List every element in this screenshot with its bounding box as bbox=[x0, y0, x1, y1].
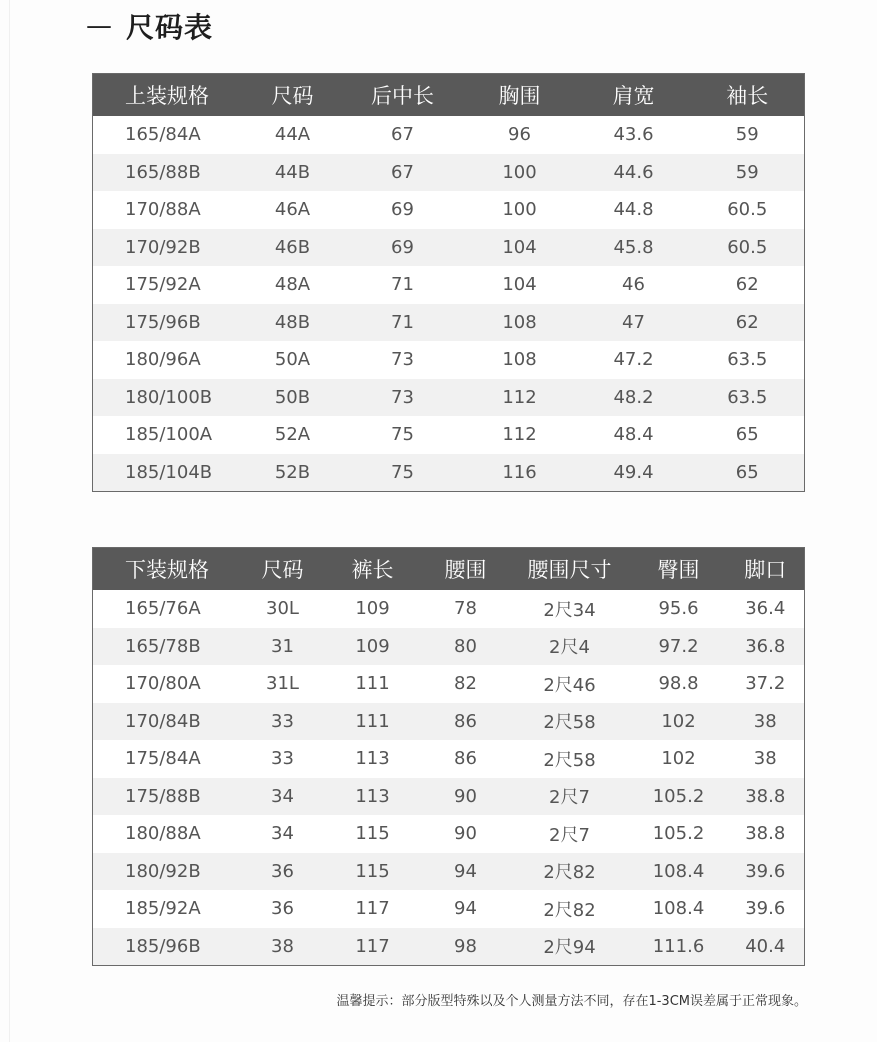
table-cell: 111 bbox=[323, 703, 423, 741]
table-cell: 117 bbox=[355, 898, 390, 920]
table-cell: 108 bbox=[463, 304, 577, 342]
table-cell: 104 bbox=[463, 229, 577, 267]
table-cell: 185/104B bbox=[93, 454, 243, 492]
table-cell: 75 bbox=[391, 424, 414, 446]
table-cell: 95.6 bbox=[658, 598, 699, 620]
table-cell: 45.8 bbox=[577, 229, 691, 267]
table-cell: 97.2 bbox=[631, 628, 727, 666]
bottom-header-cell: 下装规格 bbox=[93, 548, 243, 591]
table-cell: 75 bbox=[343, 454, 463, 492]
bottom-header-cell: 腰围 bbox=[423, 548, 509, 591]
table-cell: 180/88A bbox=[125, 823, 201, 845]
table-cell: 34 bbox=[243, 778, 323, 816]
table-cell: 2尺94 bbox=[509, 928, 631, 966]
table-cell: 43.6 bbox=[613, 124, 654, 146]
table-cell: 165/84A bbox=[125, 124, 201, 146]
table-cell: 112 bbox=[463, 379, 577, 417]
table-cell: 116 bbox=[463, 454, 577, 492]
table-cell: 175/88B bbox=[93, 778, 243, 816]
top-header-cell: 肩宽 bbox=[577, 74, 691, 117]
table-cell: 31 bbox=[243, 628, 323, 666]
top-table-row bbox=[93, 266, 805, 304]
table-cell: 39.6 bbox=[727, 853, 805, 891]
table-cell: 102 bbox=[661, 748, 696, 770]
table-cell: 60.5 bbox=[727, 199, 768, 221]
bottom-header-cell: 臀围 bbox=[631, 548, 727, 591]
table-cell: 44B bbox=[243, 154, 343, 192]
table-cell: 104 bbox=[502, 274, 537, 296]
table-cell: 36.4 bbox=[745, 598, 786, 620]
top-header-cell: 胸围 bbox=[463, 74, 577, 117]
table-cell: 170/92B bbox=[93, 229, 243, 267]
table-cell: 165/78B bbox=[93, 628, 243, 666]
table-cell: 113 bbox=[323, 778, 423, 816]
table-cell: 62 bbox=[691, 304, 805, 342]
table-cell: 63.5 bbox=[691, 379, 805, 417]
top-header-cell: 上装规格 bbox=[93, 74, 243, 117]
table-cell: 2尺58 bbox=[543, 749, 596, 771]
table-cell: 59 bbox=[735, 124, 759, 146]
top-size-table bbox=[92, 73, 805, 492]
table-cell: 2尺82 bbox=[509, 853, 631, 891]
table-cell: 67 bbox=[391, 124, 414, 146]
table-cell: 38.8 bbox=[727, 778, 805, 816]
table-cell: 112 bbox=[502, 424, 537, 446]
table-cell: 108.4 bbox=[652, 898, 705, 920]
table-cell: 37.2 bbox=[745, 673, 786, 695]
top-table-row bbox=[93, 454, 805, 492]
table-cell: 185/92A bbox=[125, 898, 201, 920]
bottom-table-row bbox=[93, 628, 805, 666]
table-cell: 102 bbox=[631, 703, 727, 741]
bottom-table-header-row bbox=[93, 548, 805, 591]
table-cell: 94 bbox=[454, 898, 477, 920]
table-cell: 185/100A bbox=[125, 424, 213, 446]
table-cell: 38 bbox=[753, 748, 777, 770]
table-cell: 2尺34 bbox=[543, 599, 596, 621]
table-cell: 49.4 bbox=[577, 454, 691, 492]
left-edge-divider bbox=[9, 0, 10, 1042]
table-cell: 115 bbox=[355, 823, 390, 845]
table-cell: 50B bbox=[243, 379, 343, 417]
top-table-row bbox=[93, 304, 805, 342]
table-cell: 2尺7 bbox=[549, 824, 590, 846]
table-cell: 109 bbox=[323, 628, 423, 666]
table-cell: 38 bbox=[243, 928, 323, 966]
table-cell: 175/84A bbox=[125, 748, 201, 770]
table-cell: 38 bbox=[727, 703, 805, 741]
table-cell: 46 bbox=[622, 274, 645, 296]
table-cell: 100 bbox=[502, 199, 537, 221]
table-cell: 170/88A bbox=[125, 199, 201, 221]
table-cell: 109 bbox=[355, 598, 390, 620]
table-cell: 111.6 bbox=[631, 928, 727, 966]
top-header-cell: 尺码 bbox=[243, 74, 343, 117]
bottom-header-cell: 裤长 bbox=[323, 548, 423, 591]
bottom-table-row bbox=[93, 703, 805, 741]
table-cell: 47.2 bbox=[613, 349, 654, 371]
table-cell: 63.5 bbox=[727, 349, 768, 371]
table-cell: 175/96B bbox=[93, 304, 243, 342]
table-cell: 2尺4 bbox=[509, 628, 631, 666]
table-cell: 60.5 bbox=[691, 229, 805, 267]
table-cell: 98 bbox=[423, 928, 509, 966]
table-cell: 69 bbox=[391, 199, 414, 221]
table-cell: 80 bbox=[423, 628, 509, 666]
table-cell: 38.8 bbox=[745, 823, 786, 845]
bottom-table-row bbox=[93, 665, 805, 703]
table-cell: 69 bbox=[343, 229, 463, 267]
table-cell: 2尺46 bbox=[543, 674, 596, 696]
table-cell: 2尺58 bbox=[509, 703, 631, 741]
table-cell: 180/100B bbox=[93, 379, 243, 417]
table-cell: 86 bbox=[423, 703, 509, 741]
bottom-size-table bbox=[92, 547, 805, 966]
table-cell: 180/92B bbox=[93, 853, 243, 891]
table-cell: 36 bbox=[243, 853, 323, 891]
table-cell: 170/80A bbox=[125, 673, 201, 695]
table-cell: 105.2 bbox=[631, 778, 727, 816]
table-cell: 170/84B bbox=[93, 703, 243, 741]
table-cell: 86 bbox=[454, 748, 477, 770]
table-cell: 39.6 bbox=[745, 898, 786, 920]
table-cell: 46B bbox=[243, 229, 343, 267]
top-table-row bbox=[93, 191, 805, 229]
table-cell: 165/76A bbox=[125, 598, 201, 620]
table-cell: 48.4 bbox=[613, 424, 654, 446]
table-cell: 98.8 bbox=[658, 673, 699, 695]
top-table-header-row bbox=[93, 74, 805, 117]
table-cell: 44.8 bbox=[613, 199, 654, 221]
table-cell: 71 bbox=[391, 274, 414, 296]
table-cell: 108 bbox=[502, 349, 537, 371]
title-dash: — bbox=[86, 11, 112, 41]
table-cell: 175/92A bbox=[125, 274, 201, 296]
table-cell: 180/96A bbox=[125, 349, 201, 371]
top-header-cell: 后中长 bbox=[343, 74, 463, 117]
table-cell: 113 bbox=[355, 748, 390, 770]
table-cell: 40.4 bbox=[727, 928, 805, 966]
top-table-row bbox=[93, 379, 805, 417]
table-cell: 2尺82 bbox=[543, 899, 596, 921]
table-cell: 36 bbox=[271, 898, 294, 920]
table-cell: 46A bbox=[274, 199, 311, 221]
bottom-table-row bbox=[93, 590, 805, 628]
table-cell: 71 bbox=[343, 304, 463, 342]
table-cell: 52B bbox=[243, 454, 343, 492]
table-cell: 100 bbox=[463, 154, 577, 192]
top-table-row bbox=[93, 116, 805, 154]
table-cell: 115 bbox=[323, 853, 423, 891]
table-cell: 47 bbox=[577, 304, 691, 342]
table-cell: 52A bbox=[274, 424, 311, 446]
table-cell: 78 bbox=[454, 598, 477, 620]
table-cell: 94 bbox=[423, 853, 509, 891]
table-cell: 33 bbox=[243, 703, 323, 741]
bottom-header-cell: 尺码 bbox=[243, 548, 323, 591]
table-cell: 2尺7 bbox=[509, 778, 631, 816]
table-cell: 67 bbox=[343, 154, 463, 192]
table-cell: 48B bbox=[243, 304, 343, 342]
top-table-row bbox=[93, 154, 805, 192]
title-text: 尺码表 bbox=[126, 11, 214, 44]
table-cell: 48.2 bbox=[577, 379, 691, 417]
page-title bbox=[86, 6, 213, 46]
top-table-row bbox=[93, 416, 805, 454]
top-table-row bbox=[93, 229, 805, 267]
table-cell: 65 bbox=[735, 424, 759, 446]
table-cell: 44A bbox=[274, 124, 311, 146]
table-cell: 59 bbox=[691, 154, 805, 192]
table-cell: 82 bbox=[454, 673, 477, 695]
table-cell: 30L bbox=[266, 598, 299, 620]
bottom-table-row bbox=[93, 928, 805, 966]
bottom-header-cell: 腰围尺寸 bbox=[509, 548, 631, 591]
table-cell: 73 bbox=[343, 379, 463, 417]
table-cell: 108.4 bbox=[631, 853, 727, 891]
table-cell: 33 bbox=[271, 748, 294, 770]
bottom-table-row bbox=[93, 815, 805, 853]
table-cell: 96 bbox=[508, 124, 531, 146]
bottom-table-row bbox=[93, 890, 805, 928]
table-cell: 65 bbox=[691, 454, 805, 492]
table-cell: 34 bbox=[271, 823, 294, 845]
table-cell: 185/96B bbox=[93, 928, 243, 966]
bottom-header-cell: 脚口 bbox=[727, 548, 805, 591]
table-cell: 73 bbox=[391, 349, 414, 371]
bottom-table-row bbox=[93, 778, 805, 816]
table-cell: 90 bbox=[454, 823, 477, 845]
table-cell: 62 bbox=[735, 274, 759, 296]
table-cell: 117 bbox=[323, 928, 423, 966]
top-header-cell: 袖长 bbox=[691, 74, 805, 117]
table-cell: 44.6 bbox=[577, 154, 691, 192]
table-cell: 50A bbox=[274, 349, 311, 371]
bottom-table-row bbox=[93, 740, 805, 778]
measurement-note: 温馨提示：部分版型特殊以及个人测量方法不同，存在1-3CM误差属于正常现象。 bbox=[336, 994, 807, 1009]
table-cell: 36.8 bbox=[727, 628, 805, 666]
table-cell: 90 bbox=[423, 778, 509, 816]
table-cell: 105.2 bbox=[652, 823, 705, 845]
table-cell: 165/88B bbox=[93, 154, 243, 192]
bottom-table-row bbox=[93, 853, 805, 891]
table-cell: 111 bbox=[355, 673, 390, 695]
table-cell: 31L bbox=[266, 673, 299, 695]
table-cell: 48A bbox=[274, 274, 311, 296]
top-table-row bbox=[93, 341, 805, 379]
